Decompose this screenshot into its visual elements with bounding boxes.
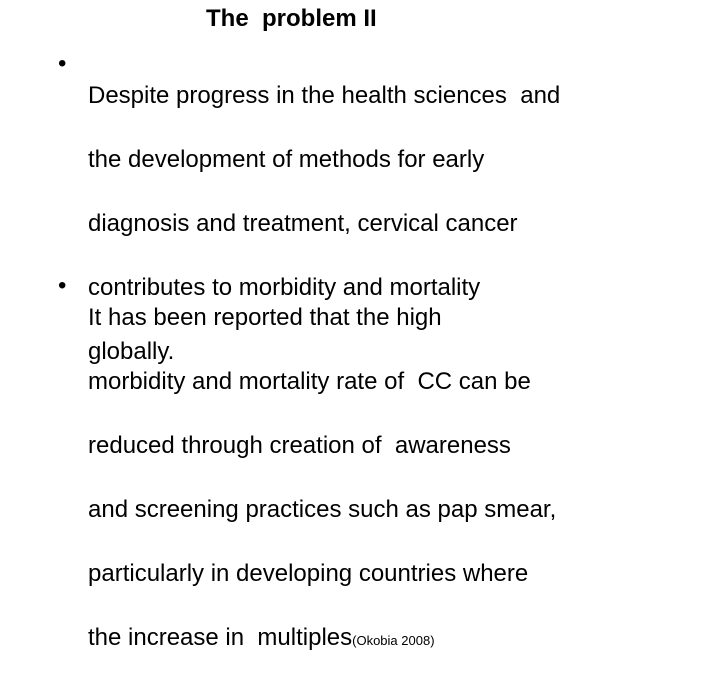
bullet-line: morbidity and mortality rate of CC can be [88,368,531,395]
bullet-line: and screening practices such as pap smear, [88,496,557,523]
citation: (Okobia 2008) [352,633,435,648]
bullet-line: contributes to morbidity and mortality [88,274,481,301]
bullet-line: the development of methods for early [88,146,485,173]
bullet-dot-icon: • [58,272,67,299]
bullet-line: diagnosis and treatment, cervical cancer [88,210,518,237]
bullet-line: particularly in developing countries where [88,560,529,587]
bullet-dot-icon: • [58,50,67,77]
bullet-line-text: the increase in multiples [88,624,353,651]
slide-title: The problem II [206,5,377,32]
bullet-text [88,270,663,686]
bullet-line: reduced through creation of awareness [88,432,511,459]
bullet-line: globally. [88,338,175,365]
bullet-line: It has been reported that the high [88,304,442,331]
bullet-line: Despite progress in the health sciences and [88,82,561,109]
bullet-line-last [88,622,663,654]
